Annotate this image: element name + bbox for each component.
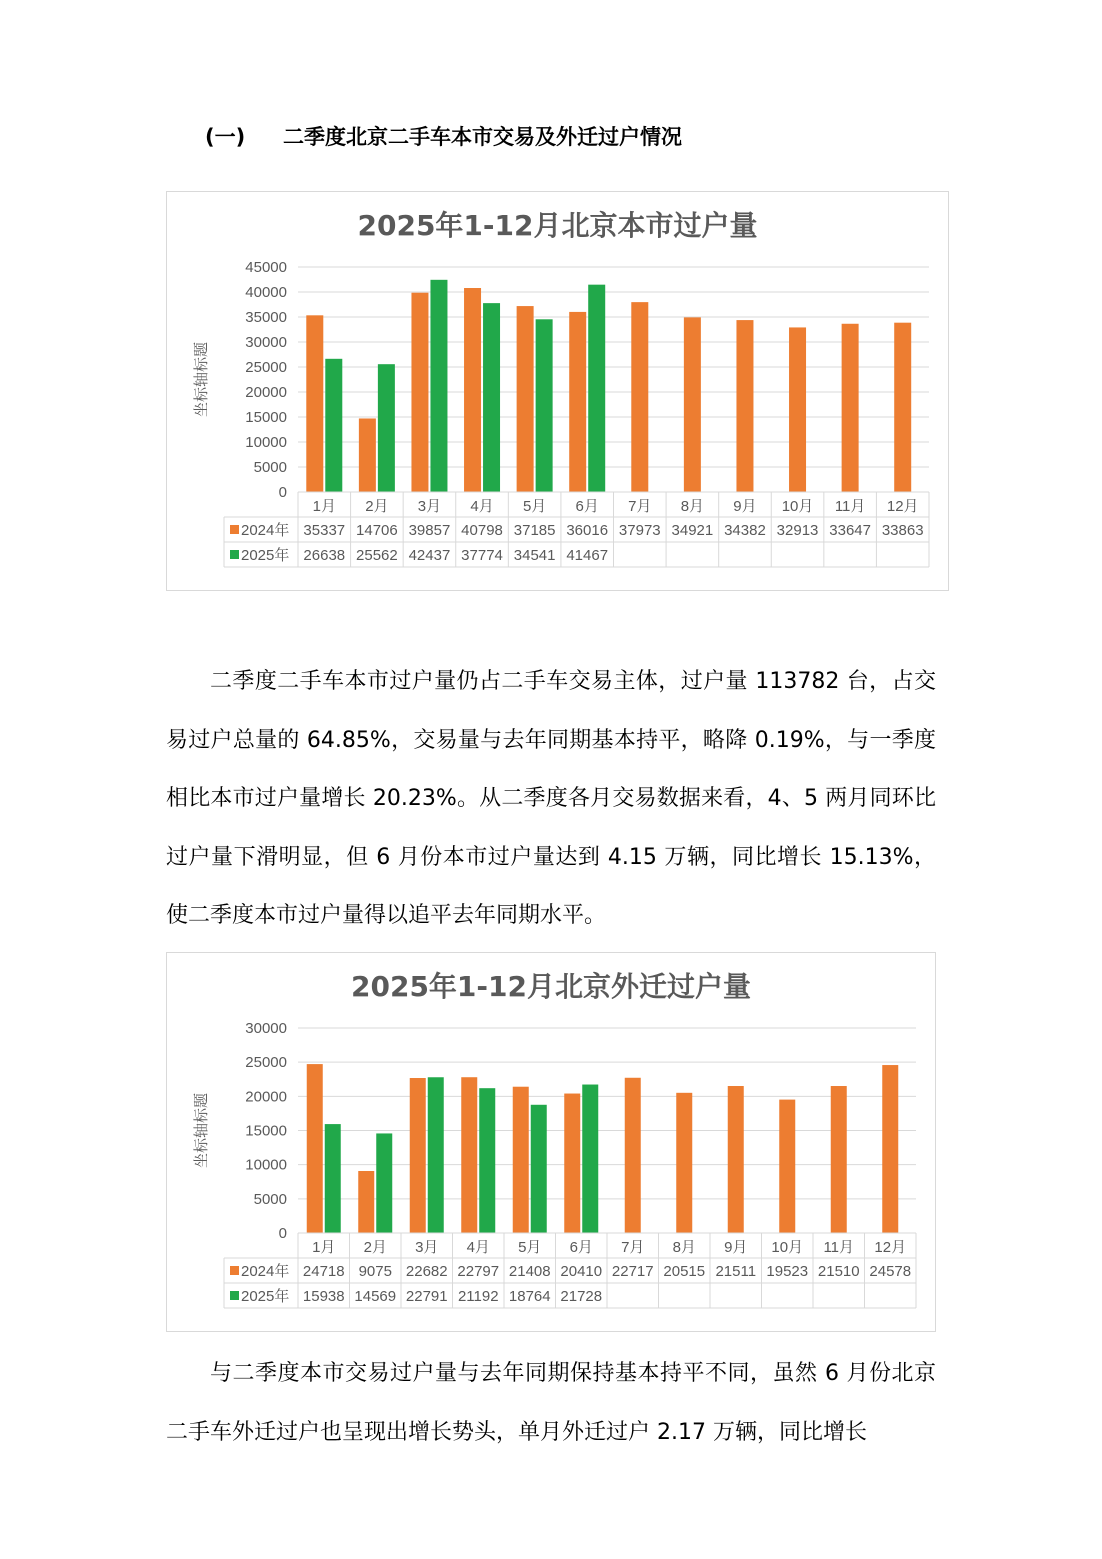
bar-2024-8	[676, 1093, 692, 1233]
y-tick-label: 15000	[245, 409, 287, 426]
data-label: 22791	[405, 1288, 448, 1305]
bar-2025-6	[582, 1085, 598, 1233]
x-tick-label: 2月	[365, 498, 389, 515]
data-label: 21510	[817, 1263, 860, 1280]
data-label: 33863	[881, 522, 924, 539]
bar-2025-5	[531, 1105, 547, 1233]
legend-label: 2024年	[241, 522, 290, 539]
data-label: 35337	[303, 522, 346, 539]
data-label: 37973	[618, 522, 661, 539]
x-tick-label: 5月	[522, 498, 547, 515]
x-tick-label: 11月	[823, 1239, 855, 1256]
bar-2025-2	[376, 1133, 392, 1233]
bar-2025-2	[378, 364, 395, 492]
chart-title: 2025年1-12月北京外迁过户量	[351, 970, 751, 1003]
data-label: 22682	[405, 1263, 448, 1280]
bar-2024-7	[625, 1078, 641, 1233]
bar-2025-5	[536, 319, 553, 492]
bar-2024-12	[882, 1065, 898, 1233]
y-tick-label: 25000	[245, 359, 287, 376]
x-tick-label: 7月	[621, 1239, 645, 1256]
data-label: 21728	[560, 1288, 603, 1305]
data-label: 14569	[354, 1288, 397, 1305]
x-tick-label: 5月	[518, 1239, 542, 1256]
x-tick-label: 11月	[834, 498, 866, 515]
data-label: 37774	[461, 547, 503, 564]
bar-2024-8	[684, 317, 701, 492]
x-tick-label: 3月	[415, 1239, 439, 1256]
data-label: 33647	[829, 522, 871, 539]
x-tick-label: 4月	[466, 1239, 490, 1256]
y-tick-label: 10000	[245, 1156, 287, 1174]
data-label: 18764	[508, 1288, 551, 1305]
data-label: 25562	[356, 547, 398, 564]
x-tick-label: 4月	[470, 498, 494, 515]
bar-2024-5	[513, 1087, 529, 1233]
y-tick-label: 20000	[245, 384, 287, 401]
data-label: 22717	[611, 1263, 654, 1280]
bar-2025-6	[588, 285, 605, 492]
local-transfer-chart	[166, 191, 949, 591]
section-title: 二季度北京二手车本市交易及外迁过户情况	[283, 125, 682, 149]
x-tick-label: 12月	[874, 1239, 907, 1256]
bar-2025-3	[428, 1077, 444, 1233]
data-label: 24578	[869, 1263, 912, 1280]
y-tick-label: 45000	[245, 259, 287, 276]
x-tick-label: 1月	[312, 1239, 336, 1256]
y-tick-label: 30000	[245, 1020, 287, 1037]
section-heading	[205, 121, 682, 151]
legend-label: 2024年	[241, 1263, 290, 1280]
section-number: (一)	[205, 125, 246, 149]
bar-2025-4	[483, 303, 500, 492]
bar-2024-4	[461, 1077, 477, 1233]
bar-2024-2	[358, 1171, 374, 1233]
x-tick-label: 3月	[417, 498, 442, 515]
x-tick-label: 1月	[312, 498, 336, 515]
bar-2024-10	[779, 1100, 795, 1233]
data-label: 40798	[461, 522, 503, 539]
data-label: 34541	[513, 547, 556, 564]
data-label: 26638	[303, 547, 346, 564]
bar-2025-1	[325, 1124, 341, 1233]
bar-2024-11	[831, 1086, 847, 1233]
x-tick-label: 6月	[569, 1239, 593, 1256]
data-label: 37185	[513, 522, 556, 539]
y-tick-label: 35000	[245, 309, 287, 326]
bar-2024-11	[842, 324, 859, 492]
bar-2024-2	[359, 418, 376, 492]
data-label: 15938	[302, 1288, 345, 1305]
x-tick-label: 9月	[724, 1239, 748, 1256]
bar-2024-9	[736, 320, 753, 492]
x-tick-label: 6月	[575, 498, 599, 515]
data-label: 19523	[766, 1263, 809, 1280]
y-axis-title: 坐标轴标题	[193, 341, 210, 418]
legend-key-2025	[230, 1291, 239, 1300]
bar-2024-6	[569, 312, 586, 492]
data-label: 20515	[663, 1263, 706, 1280]
data-label: 21511	[715, 1263, 757, 1280]
y-tick-label: 0	[278, 484, 287, 501]
legend-key-2024	[230, 525, 239, 534]
outbound-transfer-chart-svg	[167, 953, 935, 1331]
bar-2024-1	[307, 1064, 323, 1233]
x-tick-label: 7月	[628, 498, 652, 515]
x-tick-label: 10月	[771, 1239, 804, 1256]
y-tick-label: 0	[278, 1225, 287, 1242]
data-label: 41467	[566, 547, 609, 564]
bar-2024-12	[894, 323, 911, 492]
bar-2025-1	[325, 359, 342, 492]
bar-2024-10	[789, 327, 806, 492]
data-label: 14706	[356, 522, 398, 539]
data-label: 42437	[408, 547, 451, 564]
y-tick-label: 15000	[245, 1122, 287, 1140]
y-tick-label: 40000	[245, 284, 287, 301]
y-tick-label: 5000	[253, 1190, 287, 1208]
bar-2024-4	[464, 288, 481, 492]
data-label: 39857	[408, 522, 451, 539]
bar-2024-1	[306, 315, 323, 492]
chart-title: 2025年1-12月北京本市过户量	[357, 209, 758, 242]
data-label: 24718	[302, 1263, 345, 1280]
data-label: 21408	[508, 1263, 551, 1280]
legend-label: 2025年	[241, 547, 290, 564]
data-label: 34382	[724, 522, 766, 539]
y-tick-label: 25000	[245, 1054, 287, 1072]
bar-2024-6	[564, 1094, 580, 1233]
x-tick-label: 12月	[886, 498, 919, 515]
x-tick-label: 2月	[363, 1239, 387, 1256]
paragraph-local-transfer: 二季度二手车本市过户量仍占二手车交易主体，过户量 113782 台，占交易过户总量的 64.85%，交易量与去年同期基本持平，略降 0.19%，与一季度相比本市过户量增长 20.23%。从二季度各月交易数据来看，4、5 两月同环比过户量下滑明显，但 6 月份本市过户量达到 4.15 万辆，同比增长 15.13%，使二季度本市过户量得以追平去年同期水平。	[166, 669, 936, 928]
bar-2024-3	[411, 293, 428, 492]
legend-label: 2025年	[241, 1288, 290, 1305]
bar-2025-3	[430, 280, 447, 492]
y-tick-label: 10000	[245, 434, 287, 451]
outbound-transfer-chart	[166, 952, 936, 1332]
paragraph-outbound-transfer: 与二季度本市交易过户量与去年同期保持基本持平不同，虽然 6 月份北京二手车外迁过户也呈现出增长势头，单月外迁过户 2.17 万辆，同比增长	[166, 1361, 936, 1445]
data-label: 34921	[671, 522, 714, 539]
bar-2024-9	[728, 1086, 744, 1233]
data-label: 20410	[560, 1263, 603, 1280]
bar-2024-5	[517, 306, 534, 492]
data-label: 9075	[358, 1263, 392, 1280]
y-tick-label: 5000	[253, 459, 287, 476]
bar-2024-7	[631, 302, 648, 492]
local-transfer-chart-svg	[167, 192, 948, 590]
legend-key-2025	[230, 550, 239, 559]
x-tick-label: 9月	[733, 498, 757, 515]
x-tick-label: 8月	[680, 498, 705, 515]
y-axis-title: 坐标轴标题	[193, 1092, 210, 1169]
bar-2024-3	[410, 1078, 426, 1233]
legend-key-2024	[230, 1266, 239, 1275]
data-label: 32913	[776, 522, 819, 539]
x-tick-label: 10月	[781, 498, 814, 515]
x-tick-label: 8月	[672, 1239, 696, 1256]
bar-2025-4	[479, 1088, 495, 1233]
y-tick-label: 30000	[245, 334, 287, 351]
data-label: 22797	[457, 1263, 500, 1280]
data-label: 21192	[457, 1288, 499, 1305]
data-label: 36016	[566, 522, 609, 539]
y-tick-label: 20000	[245, 1088, 287, 1106]
